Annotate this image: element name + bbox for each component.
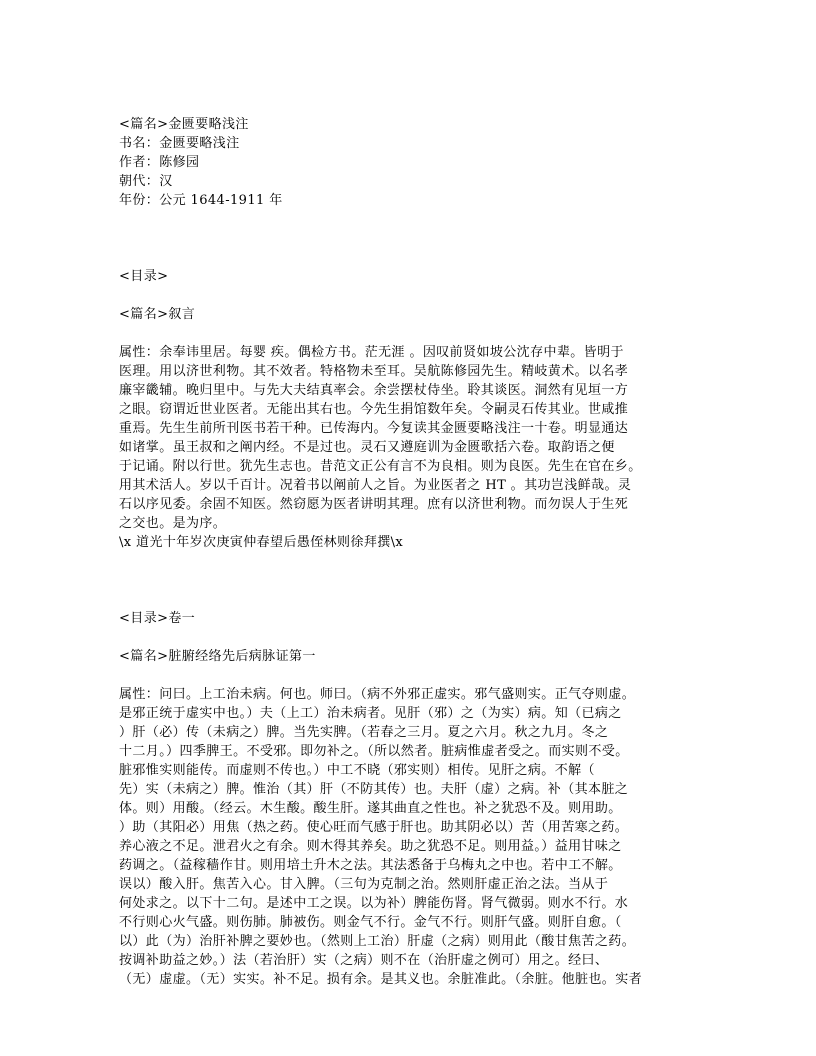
text-line: 之交也。是为序。 [119, 516, 227, 531]
preface-paragraph [119, 343, 679, 552]
text-line: 误以）酸入肝。焦苦入心。甘入脾。（三句为克制之治。然则肝虚正治之法。当从于 [119, 877, 609, 892]
text-line: 重焉。先生生前所刊医书若干种。已传海内。今复读其金匮要略浅注一十卷。明显通达 [119, 421, 629, 436]
dynasty: 朝代：汉 [119, 174, 173, 189]
text-line: 药调之。（益稼穑作甘。则用培土升木之法。其法悉备于乌梅丸之中也。若中工不解。 [119, 858, 622, 873]
text-line: 体。则）用酸。（经云。木生酸。酸生肝。遂其曲直之性也。补之犹恐不及。则用助。 [119, 801, 622, 816]
text-line: （无）虚虚。（无）实实。补不足。损有余。是其义也。余脏准此。（余脏。他脏也。实者 [119, 972, 643, 987]
text-line: 属性：余奉讳里居。每婴 疾。偶检方书。茫无涯 。因叹前贤如坡公沈存中辈。皆明于 [119, 345, 624, 360]
text-line: 医理。用以济世利物。其不效者。特格物未至耳。吴航陈修园先生。精岐黄术。以名孝 [119, 364, 629, 379]
text-line: 于记诵。附以行世。犹先生志也。昔范文正公有言不为良相。则为良医。先生在官在乡。 [119, 459, 642, 474]
text-line: 属性：问曰。上工治未病。何也。师曰。（病不外邪正虚实。邪气盛则实。正气夺则虚。 [119, 687, 636, 702]
section-title: <篇名>脏腑经络先后病脉证第一 [119, 649, 316, 664]
text-line: 脏邪惟实则能传。而虚则不传也。）中工不晓（邪实则）相传。见肝之病。不解（ [119, 763, 595, 778]
document-page [119, 115, 679, 989]
text-line: 用其术活人。岁以千百计。况着书以阐前人之旨。为业医者之 HT 。其功岂浅鲜哉。灵 [119, 478, 632, 493]
toc-heading-volume-1: <目录>卷一 [119, 611, 196, 626]
text-line: 是邪正统于虚实中也。）夫（上工）治未病者。见肝（邪）之（为实）病。知（已病之 [119, 706, 622, 721]
text-line: 廉宰畿辅。晚归里中。与先大夫结真率会。余尝摆杖侍坐。聆其谈医。洞然有见垣一方 [119, 383, 629, 398]
text-line: ）肝（必）传（未病之）脾。当先实脾。（若春之三月。夏之六月。秋之九月。冬之 [119, 725, 609, 740]
text-line: ）助（其阳必）用焦（热之药。使心旺而气感于肝也。助其阴必以）苦（用苦寒之药。 [119, 820, 629, 835]
text-line: 以）此（为）治肝补脾之要妙也。（然则上工治）肝虚（之病）则用此（酸甘焦苦之药。 [119, 934, 636, 949]
text-line: 之眼。窃谓近世业医者。无能出其右也。今先生捐馆数年矣。令嗣灵石传其业。世咸推 [119, 402, 629, 417]
chapter-title-line: <篇名>金匮要略浅注 [119, 117, 249, 132]
year: 年份：公元 1644-1911 年 [119, 193, 283, 208]
chapter-paragraph [119, 685, 679, 989]
text-line: 先）实（未病之）脾。惟治（其）肝（不防其传）也。夫肝（虚）之病。补（其本脏之 [119, 782, 629, 797]
section-title: <篇名>叙言 [119, 307, 196, 322]
toc-heading: <目录> [119, 269, 169, 284]
text-line: 不行则心火气盛。则伤肺。肺被伤。则金气不行。金气不行。则肝气盛。则肝自愈。（ [119, 915, 622, 930]
text-line: 按调补助益之妙。）法（若治肝）实（之病）则不在（治肝虚之例可）用之。经曰、 [119, 953, 609, 968]
signature-line: \x 道光十年岁次庚寅仲春望后愚侄林则徐拜撰\x [119, 535, 404, 550]
book-name: 书名：金匮要略浅注 [119, 136, 240, 151]
text-line: 何处求之。以下十二句。是述中工之误。以为补）脾能伤肾。肾气微弱。则水不行。水 [119, 896, 629, 911]
text-line: 养心液之不足。泄君火之有余。则木得其养矣。助之犹恐不足。则用益。）益用甘味之 [119, 839, 622, 854]
author: 作者：陈修园 [119, 155, 200, 170]
text-line: 石以序见委。余固不知医。然窃愿为医者讲明其理。庶有以济世利物。而勿误人于生死 [119, 497, 629, 512]
text-line: 十二月。）四季脾王。不受邪。即勿补之。（所以然者。脏病惟虚者受之。而实则不受。 [119, 744, 629, 759]
text-line: 如诸掌。虽王叔和之阐内经。不是过也。灵石又遵庭训为金匮歌括六卷。取韵语之便 [119, 440, 615, 455]
